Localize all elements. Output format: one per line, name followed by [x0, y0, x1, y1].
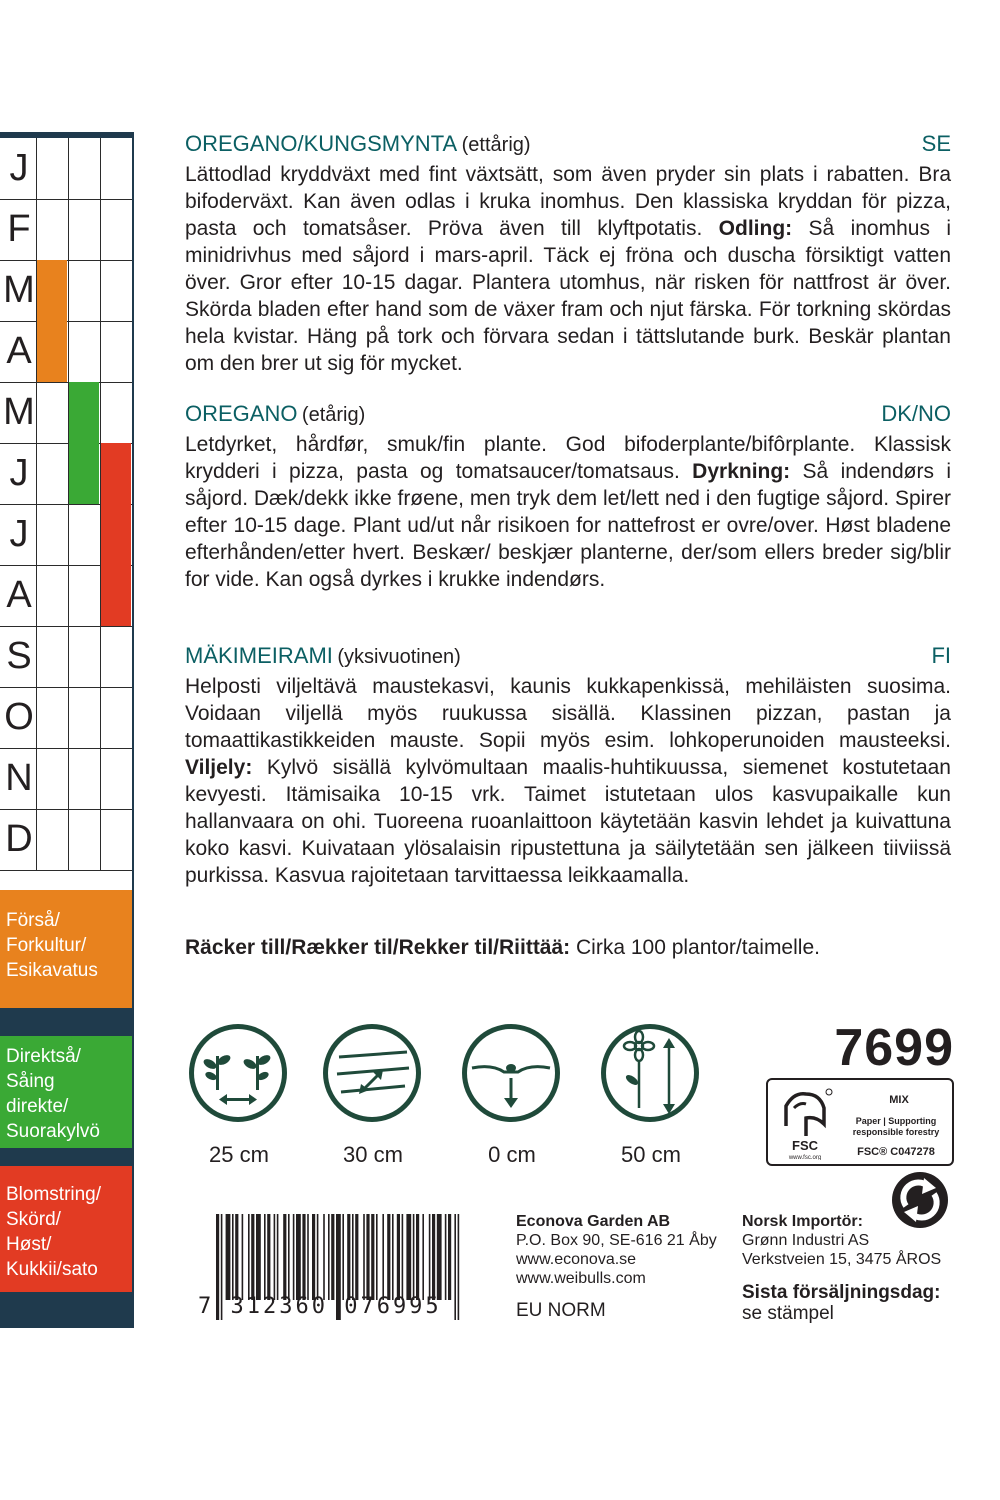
legend-line: Høst/ [6, 1234, 52, 1255]
month-letter: F [7, 208, 31, 250]
direct-cell [68, 504, 99, 565]
direct-cell-active [68, 382, 99, 443]
product-code: 7699 [834, 1019, 954, 1077]
row-spacing [323, 1024, 423, 1168]
section-swedish [185, 131, 951, 377]
legend-line: Skörd/ [6, 1209, 61, 1230]
calendar-row-sep [0, 626, 132, 688]
month-letter: O [4, 696, 34, 738]
legend-line: Direktså/ [6, 1046, 81, 1067]
body-text: Så inomhus i minidrivhus med såjord i mars-april. Täck ej fröna och duscha försiktigt vatten över. Gror efter 10-15 dagar. Plantera utomhus, när risken för nattfrost är över. Skörda bladen efter hand som de växer fram och njut färska. För torkning skördas hela kvistar. Häng på tork och förvara sedan i tättslutande burk. Beskär plantan om den brer ut sig för mycket. [185, 217, 952, 375]
calendar-row-oct [0, 687, 132, 749]
section-header [185, 401, 951, 431]
section-header [185, 131, 951, 161]
body-text: Lättodlad kryddväxt med fint växtsätt, som även pryder sin plats i rabatten. Bra bifoderväxt. Kan även odlas i kruka inomhus. Den klassiska kryddan för pizza, pasta och tomatsåser. Pröva även till klyftpotatis. [185, 163, 951, 240]
yield-value: Cirka 100 plantor/taimelle. [570, 936, 820, 959]
importer-name: Grønn Industri AS [742, 1232, 870, 1249]
body-text: Letdyrket, hårdfør, smuk/fin plante. God bifoderplante/bifôrplante. Klassisk krydderi i pizza, pasta og tomatsaucer/tomatsaus. [185, 433, 951, 483]
section-subtitle: (yksivuotinen) [337, 646, 461, 668]
body-text: Helposti viljeltävä maustekasvi, kaunis kukkapenkissä, mehiläisten suosima. Voidaan viljellä myös ruukussa sisällä. Klassinen pizzan, pastan ja tomaattikastikkeiden mauste. Sopii myös esim. lohkoperunoiden mausteeksi. [185, 675, 951, 752]
harvest-cell-active [100, 565, 131, 626]
section-subtitle: (ettårig) [461, 134, 531, 156]
fsc-desc-line: Paper | Supporting [855, 1116, 937, 1126]
section-body [185, 161, 951, 377]
harvest-cell [100, 138, 131, 199]
language-code: SE [921, 131, 951, 156]
calendar-row-mar [0, 260, 132, 322]
harvest-cell-active [100, 504, 131, 565]
sowing-depth-icon [462, 1024, 560, 1122]
presow-cell [36, 687, 67, 748]
legend-direct-sow [0, 1036, 132, 1148]
plant-height-label: 50 cm [621, 1142, 681, 1167]
legend-line: Forkultur/ [6, 935, 87, 956]
company-website: www.econova.se [516, 1251, 637, 1268]
direct-cell [68, 199, 99, 260]
fsc-desc-line: responsible forestry [852, 1127, 940, 1137]
direct-cell [68, 626, 99, 687]
direct-cell [68, 321, 99, 382]
harvest-cell [100, 260, 131, 321]
harvest-cell [100, 199, 131, 260]
importer-address-line: Verkstveien 15, 3475 ÅROS [742, 1251, 942, 1268]
month-letter: D [5, 818, 33, 860]
section-body [185, 431, 951, 593]
sowing-calendar [0, 132, 134, 1328]
direct-cell [68, 748, 99, 809]
presow-cell [36, 748, 67, 809]
legend-harvest [0, 1166, 132, 1292]
plant-spacing-icon [189, 1024, 287, 1122]
calendar-grid [0, 138, 132, 998]
month-letter: A [6, 574, 32, 616]
presow-cell-active [36, 321, 67, 382]
direct-cell-active [68, 443, 99, 504]
barcode-number: 7 312360 076995 [198, 1294, 442, 1319]
sowing-depth-label: 0 cm [488, 1142, 536, 1167]
legend-presow [0, 890, 132, 1008]
company-address-line: P.O. Box 90, SE-616 21 Åby [516, 1232, 717, 1249]
section-title: OREGANO/KUNGSMYNTA [185, 131, 458, 156]
month-letter: N [5, 757, 33, 799]
presow-cell [36, 138, 67, 199]
fsc-logo-text: FSC [792, 1138, 818, 1153]
calendar-row-apr [0, 321, 132, 383]
harvest-cell-active [100, 443, 131, 504]
calendar-row-dec [0, 809, 132, 871]
month-letter: J [9, 452, 29, 494]
fsc-code: FSC® C047278 [857, 1146, 935, 1158]
section-header [185, 643, 951, 673]
legend-line: Suorakylvö [6, 1121, 100, 1142]
direct-cell [68, 687, 99, 748]
importer-title: Norsk Importör: [742, 1213, 863, 1230]
section-subtitle: (etårig) [301, 404, 366, 426]
fsc-tree-icon [776, 1086, 834, 1160]
direct-cell [68, 138, 99, 199]
body-text: Kylvö sisällä kylvömultaan maalis-huhtikuussa, siemenet kostutetaan kevyesti. Itämisaika 10-15 vrk. Taimet istutetaan ulos kasvupaikalle kun hallanvaara on ohi. Tuoreena ruoanlaittoon käytetään kasvin lehdet ja kuivattuna koko kasvi. Kuivataan ylösalaisin ripustettuna ja säilytetään sen jälkeen tiiviissä purkissa. Kasvua rajoitetaan tarvittaessa leikkaamalla. [185, 756, 951, 887]
presow-cell [36, 626, 67, 687]
legend-line: direkte/ [6, 1096, 69, 1117]
fsc-url: www.fsc.org [788, 1155, 822, 1160]
presow-cell [36, 382, 67, 443]
legend-line: Såing [6, 1071, 55, 1092]
direct-cell [68, 809, 99, 870]
calendar-row-jan [0, 138, 132, 200]
calendar-row-may [0, 382, 132, 444]
last-sale-title: Sista försäljningsdag: [742, 1282, 941, 1303]
company-name: Econova Garden AB [516, 1213, 671, 1230]
company-website: www.weibulls.com [516, 1270, 646, 1287]
presow-cell-active [36, 260, 67, 321]
plant-height [601, 1024, 701, 1168]
section-danish-norwegian [185, 401, 951, 593]
section-title: OREGANO [185, 401, 298, 426]
plant-spacing [189, 1024, 289, 1168]
harvest-cell [100, 321, 131, 382]
month-letter: M [3, 269, 35, 311]
last-sale-date [742, 1282, 940, 1324]
month-letter: A [6, 330, 32, 372]
harvest-cell [100, 687, 131, 748]
harvest-cell [100, 809, 131, 870]
body-text: Så indendørs i såjord. Dæk/dekk ikke frøene, men tryk dem let/lett ned i den fugtige såjord. Spirer efter 10-15 dage. Plant ud/ut når risikoen for nattefrost er ovre/over. Høst bladene efterhånden/etter hvert. Beskær/ beskjær planterne, der/som ellers breder sig/blir for vide. Kan også dyrkes i krukke indendørs. [185, 460, 951, 591]
body-bold-label: Dyrkning: [692, 460, 791, 483]
plant-height-icon [601, 1024, 699, 1122]
harvest-cell [100, 382, 131, 443]
body-bold-label: Viljely: [185, 756, 253, 779]
row-spacing-icon [323, 1024, 421, 1122]
plant-spacing-label: 25 cm [209, 1142, 269, 1167]
calendar-row-nov [0, 748, 132, 810]
fsc-description [840, 1116, 952, 1138]
calendar-row-jun [0, 443, 132, 505]
direct-cell [68, 565, 99, 626]
last-sale-value: se stämpel [742, 1303, 834, 1324]
legend-line: Förså/ [6, 910, 60, 931]
calendar-row-feb [0, 199, 132, 261]
legend-line: Kukkii/sato [6, 1259, 98, 1280]
calendar-row-jul [0, 504, 132, 566]
harvest-cell [100, 748, 131, 809]
presow-cell [36, 809, 67, 870]
direct-cell [68, 260, 99, 321]
company-address [516, 1212, 717, 1288]
presow-cell [36, 504, 67, 565]
legend-line: Blomstring/ [6, 1184, 102, 1205]
sowing-depth [462, 1024, 562, 1168]
month-letter: S [6, 635, 32, 677]
legend-line: Esikavatus [6, 960, 98, 981]
importer-address [742, 1212, 941, 1269]
presow-cell [36, 443, 67, 504]
yield-info [185, 936, 820, 960]
month-letter: M [3, 391, 35, 433]
fsc-label [766, 1078, 954, 1166]
presow-cell [36, 199, 67, 260]
section-body [185, 673, 951, 889]
language-code: DK/NO [881, 401, 951, 426]
eu-norm: EU NORM [516, 1300, 606, 1321]
harvest-cell [100, 626, 131, 687]
presow-cell [36, 565, 67, 626]
language-code: FI [931, 643, 951, 668]
fsc-mix: MIX [889, 1094, 909, 1106]
row-spacing-label: 30 cm [343, 1142, 403, 1167]
month-letter: J [9, 513, 29, 555]
section-finnish [185, 643, 951, 889]
month-letter: J [9, 147, 29, 189]
yield-label: Räcker till/Rækker til/Rekker til/Riittää: [185, 936, 571, 959]
calendar-row-aug [0, 565, 132, 627]
section-title: MÄKIMEIRAMI [185, 643, 333, 668]
body-bold-label: Odling: [718, 217, 793, 240]
